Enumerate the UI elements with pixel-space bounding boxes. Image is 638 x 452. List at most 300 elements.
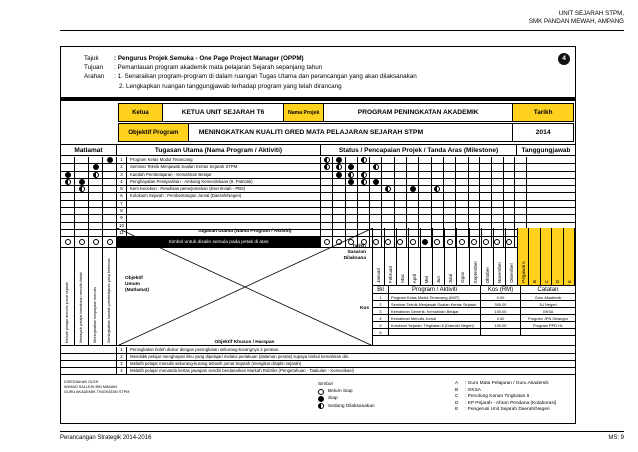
responsibility-cell [469, 215, 481, 221]
status-cell [444, 186, 456, 192]
note-number: 3 [117, 361, 127, 367]
status-cell [419, 201, 431, 207]
legend-key: B [455, 387, 459, 393]
objective-note-row [61, 361, 575, 368]
responsibility-cell [515, 157, 527, 163]
legend-key: D [455, 400, 459, 406]
status-cell [444, 157, 456, 163]
status-cell [419, 179, 431, 185]
status-cell [321, 186, 333, 192]
activity-row [373, 301, 575, 308]
full-circle-icon [410, 186, 416, 192]
status-cell [407, 215, 419, 221]
activity-row [373, 315, 575, 322]
matlamat-cell [61, 164, 75, 170]
half-circle-icon [361, 157, 367, 163]
tujuan-label: Tujuan [84, 64, 104, 72]
matlamat-cell [103, 164, 117, 170]
status-cell [407, 193, 419, 199]
ketua-label: Ketua [119, 104, 163, 121]
activity-bil: 4 [373, 315, 389, 321]
half-circle-icon [336, 164, 342, 170]
task-number: 4 [117, 179, 127, 185]
task-row [61, 215, 575, 222]
month-header: September [470, 228, 482, 285]
status-cell [419, 172, 431, 178]
half-circle-icon [348, 172, 354, 178]
month-header: April [409, 228, 421, 285]
matlamat-cell [103, 186, 117, 192]
header-divider [60, 30, 624, 31]
half-circle-icon [361, 172, 367, 178]
status-cell [382, 193, 394, 199]
matlamat-cell [75, 186, 89, 192]
activity-program: Seminar Teknik Menjawab Soalan Kertas Sejarah [389, 301, 481, 307]
responsibility-cell [492, 179, 504, 185]
status-cell [370, 172, 382, 178]
matlamat-cell [103, 172, 117, 178]
matlamat-cell [75, 208, 89, 214]
objective-note-row [61, 347, 575, 354]
responsibility-header: Pegawai A [518, 228, 529, 285]
responsibility-cell [480, 186, 492, 192]
activity-table-header [373, 286, 575, 294]
objektif-value: MENINGKATKAN KUALITI GRED MATA PELAJARAN SEJARAH STPM [189, 124, 514, 141]
status-cell [432, 201, 444, 207]
task-row [61, 186, 575, 193]
responsibility-cell [504, 208, 516, 214]
empty-circle-icon [318, 389, 324, 395]
activity-catatan: Program JPN Selangor [527, 315, 568, 321]
responsibility-cell [492, 193, 504, 199]
full-circle-icon [336, 172, 342, 178]
legend-value: : KP Pejarah - Ahran Pendana (Kolaborasi) [465, 400, 557, 406]
status-cell [333, 172, 345, 178]
status-cell [346, 172, 358, 178]
vertical-label-1: Meluah pelajar menulis jurnal sejarah [61, 228, 75, 346]
note-number: 4 [117, 368, 127, 374]
symbol-legend [318, 381, 375, 410]
responsibility-cell [492, 164, 504, 170]
status-cell [395, 193, 407, 199]
status-cell [321, 164, 333, 170]
note-spacer [61, 361, 117, 367]
responsibility-cell [515, 208, 527, 214]
matlamat-cell [61, 215, 75, 221]
status-cell [321, 157, 333, 163]
responsibility-legend [455, 381, 556, 414]
legend-row [455, 381, 556, 388]
status-cell [419, 186, 431, 192]
status-cell [456, 186, 468, 192]
status-cell [419, 164, 431, 170]
activity-row [373, 308, 575, 315]
column-headers [61, 144, 575, 156]
task-number: 5 [117, 186, 127, 192]
legend-row [455, 407, 556, 414]
status-cell [395, 208, 407, 214]
half-circle-icon [318, 403, 324, 409]
month-header: Mac [397, 228, 409, 285]
diagram-right-label: Tarikh Sasaran Dilaksana [343, 244, 366, 261]
activity-kos: 100.00 [481, 308, 521, 314]
legend-key: A [455, 381, 459, 386]
task-number: 2 [117, 164, 127, 170]
status-cell [395, 157, 407, 163]
responsibility-cell [469, 157, 481, 163]
status-cell [456, 157, 468, 163]
intro-block [84, 54, 554, 91]
matlamat-cell [89, 215, 103, 221]
month-header: November [494, 228, 506, 285]
arahan-2: 2. Lengkapkan ruangan tanggungjawab terhadap program yang telah dirancang [119, 82, 342, 90]
status-cell [432, 164, 444, 170]
activity-program: Kolokium Sejarah: Tingkatan 6 (Daerah/ Negeri) [389, 322, 481, 328]
half-circle-icon [79, 186, 85, 192]
status-cell [407, 164, 419, 170]
responsibility-cell [515, 172, 527, 178]
status-cell [444, 208, 456, 214]
matlamat-cell [75, 157, 89, 163]
responsibility-cell [469, 179, 481, 185]
matlamat-cell [103, 157, 117, 163]
activity-bil: 1 [373, 294, 389, 300]
full-circle-icon [79, 179, 85, 185]
activity-bil: 3 [373, 308, 389, 314]
responsibility-cell [504, 201, 516, 207]
task-row [61, 208, 575, 215]
status-cell [333, 208, 345, 214]
nama-projek-value: PROGRAM PENINGKATAN AKADEMIK [324, 104, 513, 121]
task-number: 11 [117, 230, 127, 236]
activity-program [389, 329, 481, 335]
status-cell [419, 208, 431, 214]
status-cell [444, 215, 456, 221]
responsibility-cell [469, 193, 481, 199]
task-name [127, 201, 321, 207]
responsibility-cell [515, 164, 527, 170]
matlamat-cell [75, 215, 89, 221]
task-number: 9 [117, 215, 127, 221]
status-cell [333, 201, 345, 207]
matlamat-cell [61, 172, 75, 178]
symbol-copy-label: Simbol untuk disalin semula pada petak di atas [117, 237, 321, 247]
status-cell [321, 179, 333, 185]
activity-row [373, 294, 575, 301]
status-cell [370, 215, 382, 221]
status-cell [346, 201, 358, 207]
status-cell [456, 201, 468, 207]
responsibility-header: D [552, 228, 563, 285]
responsibility-cell [492, 215, 504, 221]
full-circle-icon [336, 157, 342, 163]
status-cell [346, 157, 358, 163]
status-cell [456, 164, 468, 170]
status-cell [456, 179, 468, 185]
task-number: 3 [117, 172, 127, 178]
status-cell [358, 157, 370, 163]
arahan-1: : 1. Senaraikan program-program di dalam ruangan Tugas Utama dan perancangan yang akan dilaksanakan [114, 73, 417, 81]
task-row [61, 157, 575, 164]
col-matlamat: Matlamat [61, 145, 117, 155]
status-cell [419, 215, 431, 221]
note-text: Peningkatan boleh diukur dengan peningkatan sekurang-kurangnya 2 peratus. [130, 347, 280, 352]
matlamat-cell [89, 157, 103, 163]
page-badge: 4 [558, 53, 570, 65]
month-header: Julai [445, 228, 457, 285]
matlamat-cell [75, 164, 89, 170]
task-name: Kem Kecekun : Penulisan penerjemahan (Esei Ilmiah - PBS) [127, 186, 321, 192]
header-line-1: UNIT SEJARAH STPM, [558, 10, 624, 17]
month-header: Februari [385, 228, 397, 285]
tajuk-text: : Pengurus Projek Semuka - One Page Project Manager (OPPM) [114, 55, 304, 62]
footer-divider [60, 431, 624, 432]
status-cell [370, 157, 382, 163]
status-cell [382, 172, 394, 178]
activity-kos [481, 329, 521, 335]
task-row [61, 172, 575, 179]
note-number: 1 [117, 347, 127, 353]
status-cell [321, 215, 333, 221]
matlamat-cell [75, 172, 89, 178]
responsibility-cell [480, 215, 492, 221]
responsibility-cell [515, 179, 527, 185]
status-cell [346, 186, 358, 192]
status-cell [358, 164, 370, 170]
responsibility-cell [515, 193, 527, 199]
half-circle-icon [385, 186, 391, 192]
status-cell [444, 179, 456, 185]
status-cell [321, 172, 333, 178]
matlamat-cell [89, 164, 103, 170]
status-cell [358, 201, 370, 207]
task-name: Seminar Teknik Menjawab Soalan Kertas Sejarah STPM [127, 164, 321, 170]
diagram-left-label: Objektif Umum (Matlamat) [125, 276, 149, 293]
activity-kos: 100.00 [481, 322, 521, 328]
status-cell [444, 164, 456, 170]
responsibility-cell [469, 164, 481, 170]
responsibility-cell [504, 157, 516, 163]
status-cell [333, 215, 345, 221]
activity-row [373, 322, 575, 329]
status-cell [370, 186, 382, 192]
responsibility-cell [504, 186, 516, 192]
task-name: Program Kelas Modul Terancang [127, 157, 321, 163]
col-status: Status / Pencapaian Projek / Tanda Aras (Milestone) [321, 145, 517, 155]
half-circle-icon [373, 164, 379, 170]
status-cell [432, 157, 444, 163]
status-cell [395, 215, 407, 221]
note-text: Mendidik pelajar menghayati ilmu yang dipelajari melalui perlakuan (dalaman pentas) supaya timbul kemahiran diri. [130, 354, 350, 359]
tarikh-label: Tarikh [513, 104, 573, 121]
activity-program: Program Kelas Modul Terancang (KMT) [389, 294, 481, 300]
half-circle-icon [93, 172, 99, 178]
footer-right: MS: 9 [608, 435, 624, 441]
arahan-label: Arahan [84, 73, 105, 81]
status-cell [419, 157, 431, 163]
activity-bil: 5 [373, 322, 389, 328]
matlamat-cell [89, 193, 103, 199]
activity-catatan: Program PPD HL [532, 322, 564, 328]
responsibility-cell [515, 215, 527, 221]
full-circle-icon [65, 172, 71, 178]
task-name: Penghayatan Pesejarahan - Ambang Kemerdekaan (8. Patriotik) [127, 179, 321, 185]
responsibility-cell [504, 164, 516, 170]
status-cell [456, 193, 468, 199]
matrix-diagram [117, 228, 373, 346]
responsibility-cell [469, 186, 481, 192]
diagram-kos-label: Kos [359, 306, 369, 311]
matlamat-cell [75, 179, 89, 185]
activity-catatan [521, 329, 575, 335]
matlamat-cell [75, 193, 89, 199]
status-cell [382, 201, 394, 207]
matlamat-cell [103, 193, 117, 199]
responsibility-header: B [529, 228, 540, 285]
status-cell [346, 193, 358, 199]
matlamat-cell [61, 157, 75, 163]
task-row [61, 193, 575, 200]
status-cell [407, 157, 419, 163]
status-cell [432, 179, 444, 185]
activity-program: Kemahiran Menulis Jurnal [389, 315, 481, 321]
sedang-label: Sedang Dilaksanakan [328, 403, 375, 409]
status-cell [382, 215, 394, 221]
status-cell [346, 164, 358, 170]
full-circle-icon [373, 179, 379, 185]
status-cell [395, 179, 407, 185]
responsibility-cell [480, 172, 492, 178]
status-cell [333, 157, 345, 163]
half-circle-icon [324, 157, 330, 163]
responsibility-cell [515, 186, 527, 192]
vertical-label-3: Meningkatkan keupayaan menulis [89, 228, 103, 346]
status-cell [407, 208, 419, 214]
legend-value: : Guru Mata Pelajaran / Guru Akademik [465, 381, 549, 386]
status-cell [395, 186, 407, 192]
responsibility-cell [492, 186, 504, 192]
objektif-label: Objektif Program [119, 124, 189, 141]
matlamat-cell [89, 179, 103, 185]
prepared-by: DISEDIAKAN OLEH AHMAD SALLEHI BIN MAMAN GURU AKADEMIK TINGKATAN STPM [64, 380, 130, 394]
activity-catatan: Guru Akademik [534, 294, 562, 300]
status-cell [432, 215, 444, 221]
task-name [127, 215, 321, 221]
nama-projek-label: Nama Projek [284, 104, 324, 121]
note-number: 2 [117, 354, 127, 360]
status-cell [456, 215, 468, 221]
footer-left: Perancangan Strategik 2014-2016 [60, 435, 152, 441]
objective-note-row [61, 368, 575, 375]
responsibility-cell [492, 208, 504, 214]
note-spacer [61, 354, 117, 360]
col-tugasan: Tugasan Utama (Nama Program / Aktiviti) [117, 145, 321, 155]
akt-col-catatan: Catatan [537, 286, 559, 293]
status-cell [346, 215, 358, 221]
full-circle-icon [348, 164, 354, 170]
status-cell [407, 186, 419, 192]
matlamat-cell [61, 201, 75, 207]
activity-program: Kemahiran Generik: Kemahiran Belajar [389, 308, 481, 314]
note-spacer [61, 368, 117, 374]
activity-kos: 0.00 [481, 315, 521, 321]
activity-kos: 0.00 [481, 294, 521, 300]
status-cell [346, 179, 358, 185]
month-header: Mei [421, 228, 433, 285]
activity-bil: 2 [373, 301, 389, 307]
task-number: 6 [117, 193, 127, 199]
responsibility-cell [480, 179, 492, 185]
status-cell [333, 193, 345, 199]
full-circle-icon [107, 157, 113, 163]
objektif-year: 2014 [535, 129, 551, 136]
responsibility-header: E [564, 228, 575, 285]
matlamat-cell [89, 201, 103, 207]
status-cell [432, 186, 444, 192]
month-header: Jun [433, 228, 445, 285]
status-cell [321, 193, 333, 199]
belum-siap-label: Belum Siap [328, 389, 353, 395]
responsibility-cell [504, 172, 516, 178]
responsibility-cell [492, 201, 504, 207]
responsibility-cell [504, 193, 516, 199]
objective-note-row [61, 354, 575, 361]
col-tanggungjawab: Tanggungjawab [521, 146, 571, 154]
activity-bil: 6 [373, 329, 389, 335]
responsibility-cell [469, 201, 481, 207]
status-cell [382, 186, 394, 192]
matlamat-cell [103, 208, 117, 214]
activity-catatan: GKSA [542, 308, 554, 314]
responsibility-cell [515, 201, 527, 207]
status-cell [346, 208, 358, 214]
responsibility-cell [469, 208, 481, 214]
status-cell [333, 179, 345, 185]
status-cell [333, 164, 345, 170]
note-spacer [61, 347, 117, 353]
status-cell [432, 172, 444, 178]
matlamat-cell [75, 201, 89, 207]
status-cell [358, 215, 370, 221]
month-header: Disember [506, 228, 518, 285]
status-cell [358, 172, 370, 178]
half-circle-icon [65, 179, 71, 185]
status-cell [456, 208, 468, 214]
half-circle-icon [434, 186, 440, 192]
task-row [61, 201, 575, 208]
month-header: Januari [373, 228, 385, 285]
akt-col-kos: Kos (RM) [481, 286, 521, 293]
status-cell [407, 201, 419, 207]
siap-label: Siap [328, 396, 338, 402]
legend-value: : Pengerusi Unit Sejarah Daerah/Negeri [465, 407, 550, 413]
ketua-value: KETUA UNIT SEJARAH T6 [163, 104, 284, 121]
separator-bar [61, 97, 575, 101]
status-cell [456, 172, 468, 178]
matlamat-cell [61, 193, 75, 199]
responsibility-cell [480, 208, 492, 214]
status-cell [382, 164, 394, 170]
akt-col-bil: Bil [373, 286, 389, 293]
task-number: 7 [117, 201, 127, 207]
diagram-bottom-label: Objektif Khusus / Harapan [214, 340, 275, 345]
activity-kos: 300.00 [481, 301, 521, 307]
task-name [127, 208, 321, 214]
status-cell [370, 164, 382, 170]
status-cell [358, 179, 370, 185]
legend-key: E [455, 407, 459, 413]
status-cell [444, 193, 456, 199]
